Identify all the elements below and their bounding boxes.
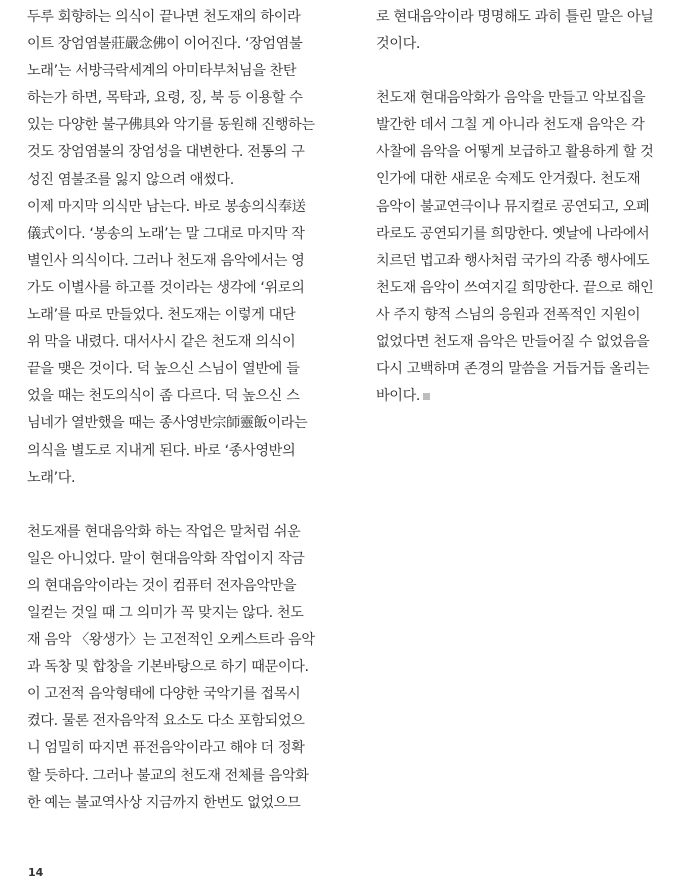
conclusion-text: 천도재 현대음악화가 음악을 만들고 악보집을 발간한 데서 그칠 게 아니라 천도재 음악은 각 사찰에 음악을 어떻게 보급하고 활용하게 할 것 인가에 대한 새로운 숙제도 안겨줬다. 천도재 음악이 불교연극이나 뮤지컬로 공연되고, 오페 라로도 공연되기를 희망한다. 옛날에 나라에서 치르던 법고좌 행사처럼 국가의 각종 행사에도 천도재 음악이 쓰여지길 희망한다. 끝으로 해인 사 주지 향적 스님의 응원과 전폭적인 지원이 없었다면 천도재 음악은 만들어질 수 없었음을 다시 고백하며 존경의 말씀을 거듭거듭 올리는 바이다.	[376, 90, 654, 405]
paragraph-continuation: 로 현대음악이라 명명해도 과히 틀린 말은 아닐 것이다.	[376, 9, 654, 53]
paragraph-modernization: 천도재를 현대음악화 하는 작업은 말처럼 쉬운 일은 아니었다. 말이 현대음악화 작업이지 작금 의 현대음악이라는 것이 컴퓨터 전자음악만을 일컫는 것일 때 그 의미가 꼭 맞지는 않다. 천도 재 음악 〈왕생가〉는 고전적인 오케스트라 음악 과 독창 및 합창을 기본바탕으로 하기 때문이다. 이 고전적 음악형태에 다양한 국악기를 접목시 켰다. 물론 전자음악적 요소도 다소 포함되었으 니 엄밀히 따지면 퓨전음악이라고 해야 더 정확 할 듯하다. 그러나 불교의 천도재 전체를 음악화 한 예는 불교역사상 지금까지 한번도 없었으므	[27, 523, 315, 811]
paragraph-conclusion	[376, 85, 673, 410]
paragraph-farewell-ritual: 이제 마지막 의식만 남는다. 바로 봉송의식奉送 儀式이다. ‘봉송의 노래’는 말 그대로 마지막 작 별인사 의식이다. 그러나 천도재 음악에서는 영 가도 이별사를 하고플 것이라는 생각에 ‘위로의 노래’를 따로 만들었다. 천도재는 이렇게 대단 위 막을 내렸다. 대서사시 같은 천도재 의식이 끝을 맺은 것이다. 덕 높으신 스님이 열반에 들 었을 때는 천도의식이 좀 다르다. 덕 높으신 스 님네가 열반했을 때는 종사영반宗師靈飯이라는 의식을 별도로 지내게 된다. 바로 ‘종사영반의 노래’다.	[27, 198, 308, 486]
paragraph-spacer	[376, 58, 673, 85]
left-column	[27, 4, 327, 817]
paragraph-chanting: 두루 회향하는 의식이 끝나면 천도재의 하이라 이트 장엄염불莊嚴念佛이 이어진다. ‘장엄염불 노래’는 서방극락세계의 아미타부처님을 찬탄 하는가 하면, 목탁과, 요령, 징, 북 등 이용할 수 있는 다양한 불구佛具와 악기를 동원해 진행하는 것도 장엄염불의 장엄성을 대변한다. 전통의 구 성진 염불조를 잃지 않으려 애썼다.	[27, 9, 315, 188]
paragraph-spacer	[27, 492, 327, 519]
right-column	[376, 4, 673, 410]
end-of-article-icon	[423, 393, 430, 400]
page-number: 14	[28, 866, 44, 879]
